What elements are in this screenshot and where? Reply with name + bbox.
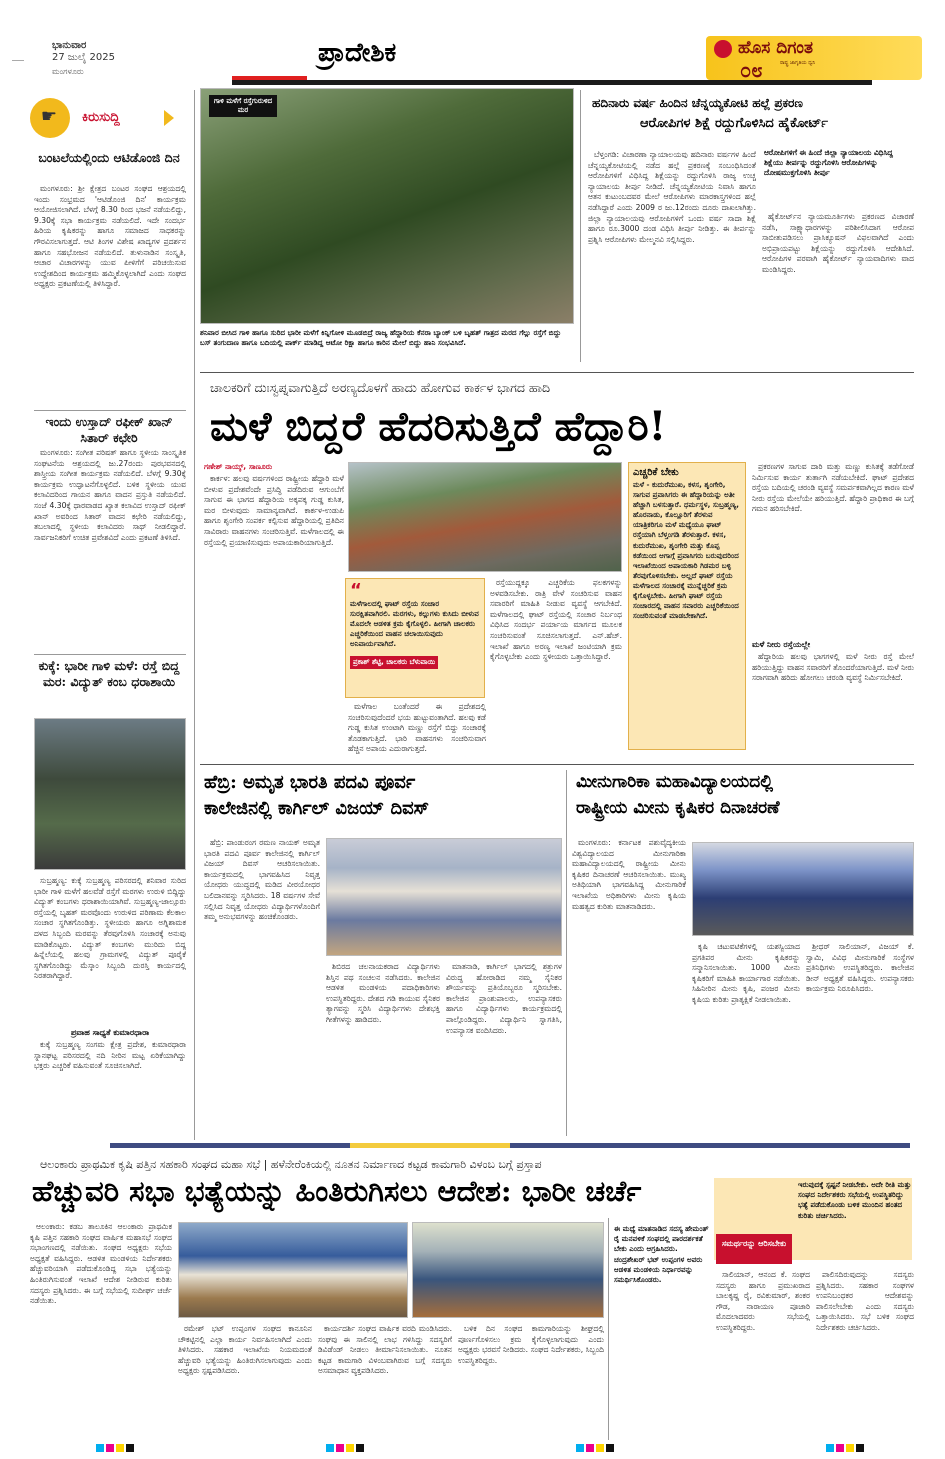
divider xyxy=(200,764,914,765)
court-headline-1: ಹದಿನಾರು ವರ್ಷ ಹಿಂದಿನ ಚೆನ್ನಯ್ಯಕೋಟಿ ಹಲ್ಲೆ ಪ್ರಕರಣ xyxy=(592,96,803,110)
pointing-hand-icon: ☛ xyxy=(40,106,58,127)
hebri-col3-body: ಮಾತನಾಡಿ, ಕಾರ್ಗಿಲ್ ಭಾಗದಲ್ಲಿ ಶತ್ರುಗಳ ವಿರುದ್ಧ ಹೋರಾಡಿದ ನಮ್ಮ ಸೈನಿಕರ ಶೌರ್ಯವನ್ನು ಪ್ರತಿಯೊಬ್ಬರೂ ಸ್ಮರಿಸಬೇಕು. ಕಾಲೇಜಿನ ಪ್ರಾಂಶುಪಾಲರು, ಉಪನ್ಯಾಸಕರು ಹಾಗೂ ವಿದ್ಯಾರ್ಥಿಗಳು ಕಾರ್ಯಕ್ರಮದಲ್ಲಿ ಪಾಲ್ಗೊಂಡಿದ್ದರು. ವಿದ್ಯಾರ್ಥಿನಿ ಸ್ವಾಗತಿಸಿ, ಉಪನ್ಯಾಸಕ ವಂದಿಸಿದರು. xyxy=(446,962,562,1035)
fish-headline-1: ಮೀನುಗಾರಿಕಾ ಮಹಾವಿದ್ಯಾಲಯದಲ್ಲಿ xyxy=(576,772,774,792)
divider xyxy=(34,654,186,655)
quote-text: ಮಳೆಗಾಲದಲ್ಲಿ ಘಾಟ್ ರಸ್ತೆಯ ಸಂಚಾರ ಸುರಕ್ಷಿತವಾಗಿರಲಿ. ಮರಗಳು, ಕಲ್ಲುಗಳು ಕುಸಿದು ಬೀಳುವ ಮೊದಲೇ ಆಡಳಿತ ಕ್ರಮ ಕೈಗೊಳ್ಳಲಿ. ಹೀಗಾಗಿ ಚಾಲಕರು ಎಚ್ಚರಿಕೆಯಿಂದ ವಾಹನ ಚಲಾಯಿಸುವುದು ಅನಿವಾರ್ಯವಾಗಿದೆ. xyxy=(350,599,479,648)
bottom-col3 xyxy=(318,1324,452,1440)
fish-col2-body: ಕೃಷಿ ಚಟುವಟಿಕೆಗಳಲ್ಲಿ ಯಶಸ್ವಿಯಾದ ಪ್ರಗತಿಪರ ಮೀನು ಕೃಷಿಕರನ್ನು ಸನ್ಮಾನಿಸಲಾಯಿತು. 1000 ಮೀನು ಕೃಷಿಕರಿಗೆ ಮಾಹಿತಿ ಕಾರ್ಯಾಗಾರ ನಡೆಯಿತು. ಸಿಹಿನೀರಿನ ಮೀನು ಕೃಷಿ, ಪಂಜರ ಮೀನು ಕೃಷಿಯ ಕುರಿತು ಪ್ರಾತ್ಯಕ್ಷಿಕೆ ನೀಡಲಾಯಿತು. xyxy=(692,942,800,1004)
arrow-icon xyxy=(164,110,174,126)
hebri-col3 xyxy=(446,962,562,1134)
alert-title: ಎಚ್ಚರಿಕೆ ಬೇಕು xyxy=(633,467,679,478)
bottom-col1 xyxy=(30,1222,172,1440)
brief3-subhead: ಪ್ರವಾಹ ಸಾಧ್ಯತೆ ಕುಮಾರಧಾರಾ xyxy=(70,1028,150,1037)
hebri-photo xyxy=(326,838,562,956)
fish-col2 xyxy=(692,942,800,1134)
fish-col3 xyxy=(806,942,914,1134)
date-label: 27 ಜುಲೈ 2025 xyxy=(52,52,115,63)
main-col1-body: ಕಾರ್ಕಳ: ಹಲವು ವರ್ಷಗಳಿಂದ ರಾಷ್ಟ್ರೀಯ ಹೆದ್ದಾರಿ ಮಳೆ ಬೀಳುವ ಪ್ರದೇಶವೆಂದೇ ಪ್ರಸಿದ್ಧಿ ಪಡೆದಿರುವ ಆಗುಂಬೆಗೆ ಸಾಗುವ ಈ ಭಾಗದ ಹೆದ್ದಾರಿಯ ಅಕ್ಕಪಕ್ಕ ಗುಡ್ಡ ಕುಸಿತ, ಮರ ಬೀಳುವುದು ಸಾಮಾನ್ಯವಾಗಿದೆ. ಕಾರ್ಕಳ-ಉಡುಪಿ ಹಾಗೂ ಶೃಂಗೇರಿ ಸಂಪರ್ಕ ಕಲ್ಪಿಸುವ ಹೆದ್ದಾರಿಯಲ್ಲಿ ಪ್ರತಿದಿನ ಸಾವಿರಾರು ವಾಹನಗಳು ಸಂಚರಿಸುತ್ತಿವೆ. ಮಳೆಗಾಲದಲ್ಲಿ ಈ ರಸ್ತೆಯಲ್ಲಿ ಪ್ರಯಾಣಿಸುವುದು ಅಪಾಯಕಾರಿಯಾಗುತ್ತಿದೆ. xyxy=(204,474,344,547)
alert-box xyxy=(628,462,746,750)
brief3-headline: ಕುಕ್ಕೆ: ಭಾರೀ ಗಾಳಿ ಮಳೆ: ರಸ್ತೆ ಬಿದ್ದ ಮರ: ವಿದ್ಯುತ್ ಕಂಬ ಧರಾಶಾಯಿ xyxy=(38,658,180,689)
brief1-text xyxy=(34,184,186,404)
yellow-mark xyxy=(346,1444,354,1452)
main-col4b-body: ಹೆದ್ದಾರಿಯ ಹಲವು ಭಾಗಗಳಲ್ಲಿ ಮಳೆ ನೀರು ರಸ್ತೆ ಮೇಲೆ ಹರಿಯುತ್ತಿದ್ದು ವಾಹನ ಸವಾರರಿಗೆ ತೊಂದರೆಯಾಗುತ್ತಿದೆ. ಮಳೆ ನೀರು ಸರಾಗವಾಗಿ ಹರಿದು ಹೋಗಲು ಚರಂಡಿ ವ್ಯವಸ್ಥೆ ನಿರ್ಮಿಸಬೇಕಿದೆ. xyxy=(752,652,914,683)
black-mark xyxy=(606,1444,614,1452)
samarthar-tag: ಸಮರ್ಥರನ್ನು ಆರಿಸಬೇಕು xyxy=(716,1234,792,1264)
main-subhead2: ಮಳೆ ನೀರು ರಸ್ತೆಯಲ್ಲೇ xyxy=(752,640,811,649)
bottom-col5-body: ಸಾಲಿಯಾನ್, ಆನಂದ ಕೆ. ಸಂಘದ ಸದಸ್ಯರು ಹಾಗೂ ಪ್ರಮುಖರಾದ ಬಾಲಕೃಷ್ಣ ರೈ, ರವಿಕುಮಾರ್, ಶಂಕರ ಗೌಡ, ನಾರಾಯಣ ಪೂಜಾರಿ ಮೊದಲಾದವರು ಸಭೆಯಲ್ಲಿ ಉಪಸ್ಥಿತರಿದ್ದರು. xyxy=(716,1270,810,1332)
bottom-col4 xyxy=(458,1324,604,1440)
fish-col3-body: ಶ್ರೀಧರ್ ಸಾಲಿಯಾನ್, ವಿಜಯ್ ಕೆ. ಸ್ವಾಮಿ, ವಿವಿಧ ಮೀನುಗಾರಿಕೆ ಸಂಸ್ಥೆಗಳ ಪ್ರತಿನಿಧಿಗಳು ಉಪಸ್ಥಿತರಿದ್ದರು. ಕಾಲೇಜಿನ ಡೀನ್ ಅಧ್ಯಕ್ಷತೆ ವಹಿಸಿದ್ದರು. ಉಪನ್ಯಾಸಕರು ಕಾರ್ಯಕ್ರಮ ನಿರೂಪಿಸಿದರು. xyxy=(806,942,914,994)
kukke-photo xyxy=(34,718,186,870)
court-col1 xyxy=(588,150,756,362)
place-label: ಮಂಗಳೂರು xyxy=(52,67,84,76)
divider xyxy=(34,410,186,411)
photo-tag: ಗಾಳಿ ಮಳೆಗೆ ರಸ್ತೆಗುರುಳಿದ ಮರ xyxy=(209,95,277,117)
registration-marks xyxy=(0,1442,945,1454)
quote-box xyxy=(345,578,485,698)
fallen-tree-photo xyxy=(200,88,574,324)
black-mark xyxy=(856,1444,864,1452)
brief1-body: ಮಂಗಳೂರು: ಶ್ರೀ ಕ್ಷೇತ್ರದ ಬಂಟರ ಸಂಘದ ಆಶ್ರಯದಲ್ಲಿ ಇಂದು ಸಂಭ್ರಮದ 'ಆಟಿಡೊಂಜಿ ದಿನ' ಕಾರ್ಯಕ್ರಮ ಆಯೋಜಿಸಲಾಗಿದೆ. ಬೆಳಗ್ಗೆ 8.30 ರಿಂದ ಭಜನೆ ನಡೆಯಲಿದ್ದು, 9.30ಕ್ಕೆ ಸಭಾ ಕಾರ್ಯಕ್ರಮ ನಡೆಯಲಿದೆ. ಇದೇ ಸಂದರ್ಭ ಹಿರಿಯ ಕೃಷಿಕರನ್ನು ಹಾಗೂ ಸಮಾಜದ ಸಾಧಕರನ್ನು ಗೌರವಿಸಲಾಗುತ್ತದೆ. ಆಟಿ ತಿಂಗಳ ವಿಶೇಷ ಖಾದ್ಯಗಳ ಪ್ರದರ್ಶನ ಹಾಗೂ ಸಹಭೋಜನ ನಡೆಯಲಿದೆ. ತುಳುನಾಡಿನ ಸಂಸ್ಕೃತಿ, ಆಚಾರ ವಿಚಾರಗಳನ್ನು ಯುವ ಪೀಳಿಗೆಗೆ ಪರಿಚಯಿಸುವ ಉದ್ದೇಶದಿಂದ ಕಾರ್ಯಕ್ರಮ ಹಮ್ಮಿಕೊಳ್ಳಲಾಗಿದೆ ಎಂದು ಸಂಘದ ಅಧ್ಯಕ್ಷರು ಪ್ರಕಟಣೆಯಲ್ಲಿ ತಿಳಿಸಿದ್ದಾರೆ. xyxy=(34,184,186,289)
yellow-mark xyxy=(116,1444,124,1452)
divider xyxy=(200,372,914,373)
court-col2-body: ಹೈಕೋರ್ಟ್‌ನ ನ್ಯಾಯಮೂರ್ತಿಗಳು ಪ್ರಕರಣದ ವಿಚಾರಣೆ ನಡೆಸಿ, ಸಾಕ್ಷ್ಯಾಧಾರಗಳನ್ನು ಪರಿಶೀಲಿಸಿದಾಗ ಆರೋಪ ಸಾಬೀತುಪಡಿಸಲು ಪ್ರಾಸಿಕ್ಯೂಷನ್ ವಿಫಲವಾಗಿದೆ ಎಂದು ಅಭಿಪ್ರಾಯಪಟ್ಟು ಶಿಕ್ಷೆಯನ್ನು ರದ್ದುಗೊಳಿಸಿ ಆದೇಶಿಸಿದೆ. ಆರೋಪಿಗಳ ಪರವಾಗಿ ಹೈಕೋರ್ಟ್ ನ್ಯಾಯವಾದಿಗಳು ವಾದ ಮಂಡಿಸಿದ್ದರು. xyxy=(762,212,914,274)
column-rule xyxy=(194,90,195,1140)
black-mark xyxy=(126,1444,134,1452)
magenta-mark xyxy=(836,1444,844,1452)
bottom-box2: ಇರುವುದಕ್ಕೆ ಸ್ಪಷ್ಟನೆ ನೀಡಬೇಕು. ಅದೇ ರೀತಿ ಮತ್ತು ಸಂಘದ ನಿರ್ದೇಶಕರು ಸಭೆಯಲ್ಲಿ ಉಪಸ್ಥಿತರಿದ್ದು ಭತ್ಯೆ ಪಡೆದುಕೊಂಡು ಬಳಿಕ ಮುಂದಿನ ಹಂತದ ಕುರಿತು ಚರ್ಚಿಸಿದರು. xyxy=(798,1180,912,1220)
hebri-col1-body: ಹೆಬ್ರಿ: ಪಾಂಡುರಂಗ ರಮಣ ನಾಯಕ್ ಅಮೃತ ಭಾರತಿ ಪದವಿ ಪೂರ್ವ ಕಾಲೇಜಿನಲ್ಲಿ ಕಾರ್ಗಿಲ್ ವಿಜಯ್ ದಿವಸ್ ಆಚರಿಸಲಾಯಿತು. ಕಾರ್ಯಕ್ರಮದಲ್ಲಿ ಭಾಗವಹಿಸಿದ ನಿವೃತ್ತ ಯೋಧರು ಯುದ್ಧದಲ್ಲಿ ಮಡಿದ ವೀರಯೋಧರ ಬಲಿದಾನವನ್ನು ಸ್ಮರಿಸಿದರು. 18 ವರ್ಷಗಳ ಸೇವೆ ಸಲ್ಲಿಸಿದ ನಿವೃತ್ತ ಯೋಧರು ವಿದ್ಯಾರ್ಥಿಗಳೊಂದಿಗೆ ತಮ್ಮ ಅನುಭವಗಳನ್ನು ಹಂಚಿಕೊಂಡರು. xyxy=(204,838,320,922)
day-label: ಭಾನುವಾರ xyxy=(52,40,87,51)
brand-name: ಹೊಸ ದಿಗಂತ xyxy=(738,38,813,58)
fisheries-photo xyxy=(692,842,914,936)
cyan-mark xyxy=(576,1444,584,1452)
bottom-col1-body: ಆಲಂಕಾರು: ಕಡಬ ತಾಲೂಕಿನ ಆಲಂಕಾರು ಪ್ರಾಥಮಿಕ ಕೃಷಿ ಪತ್ತಿನ ಸಹಕಾರಿ ಸಂಘದ ವಾರ್ಷಿಕ ಮಹಾಸಭೆ ಸಂಘದ ಸಭಾಂಗಣದಲ್ಲಿ ನಡೆಯಿತು. ಸಂಘದ ಅಧ್ಯಕ್ಷರು ಸಭೆಯ ಅಧ್ಯಕ್ಷತೆ ವಹಿಸಿದ್ದರು. ಆಡಳಿತ ಮಂಡಳಿಯ ನಿರ್ದೇಶಕರು ಹೆಚ್ಚುವರಿಯಾಗಿ ಪಡೆದುಕೊಂಡಿದ್ದ ಸಭಾ ಭತ್ಯೆಯನ್ನು ಹಿಂತಿರುಗಿಸುವಂತೆ ಇಲಾಖೆ ಆದೇಶ ನೀಡಿರುವ ಕುರಿತು ಸದಸ್ಯರು ಪ್ರಶ್ನಿಸಿದರು. ಈ ಬಗ್ಗೆ ಸಭೆಯಲ್ಲಿ ಸುದೀರ್ಘ ಚರ್ಚೆ ನಡೆಯಿತು. xyxy=(30,1222,172,1306)
brief2-body: ಮಂಗಳೂರು: ಸಂಗೀತ ಪರಿಷತ್ ಹಾಗೂ ಸ್ಥಳೀಯ ಸಾಂಸ್ಕೃತಿಕ ಸಂಘಟನೆಯ ಆಶ್ರಯದಲ್ಲಿ ಜು.27ರಂದು ಪುರಭವನದಲ್ಲಿ ಶಾಸ್ತ್ರೀಯ ಸಂಗೀತ ಕಾರ್ಯಕ್ರಮ ನಡೆಯಲಿದೆ. ಬೆಳಗ್ಗೆ 9.30ಕ್ಕೆ ಕಾರ್ಯಕ್ರಮ ಉದ್ಘಾಟನೆಗೊಳ್ಳಲಿದೆ. ಬಳಿಕ ಸ್ಥಳೀಯ ಯುವ ಕಲಾವಿದರಿಂದ ಗಾಯನ ಹಾಗೂ ವಾದನ ಪ್ರಸ್ತುತಿ ನಡೆಯಲಿದೆ. ಸಂಜೆ 4.30ಕ್ಕೆ ಧಾರವಾಡದ ಖ್ಯಾತ ಕಲಾವಿದ ಉಸ್ತಾದ್ ರಫೀಕ್ ಖಾನ್ ಅವರಿಂದ ಸಿತಾರ್ ವಾದನ ಕಛೇರಿ ನಡೆಯಲಿದ್ದು, ತಬಲಾದಲ್ಲಿ ಸ್ಥಳೀಯ ಕಲಾವಿದರು ಸಾಥ್ ನೀಡಲಿದ್ದಾರೆ. ಸಾರ್ವಜನಿಕರಿಗೆ ಉಚಿತ ಪ್ರವೇಶವಿದೆ ಎಂದು ಪ್ರಕಟಣೆ ತಿಳಿಸಿದೆ. xyxy=(34,448,186,542)
main-col2-body: ಮಳೆಗಾಲ ಬಂತೆಂದರೆ ಈ ಪ್ರದೇಶದಲ್ಲಿ ಸಂಚರಿಸುವುದೆಂದರೆ ಭಯ ಹುಟ್ಟುವಂತಾಗಿದೆ. ಹಲವು ಕಡೆ ಗುಡ್ಡ ಕುಸಿತ ಉಂಟಾಗಿ ಮಣ್ಣು ರಸ್ತೆಗೆ ಬಿದ್ದು ಸಂಚಾರಕ್ಕೆ ತೊಡಕಾಗುತ್ತಿದೆ. ಭಾರಿ ವಾಹನಗಳು ಸಂಚರಿಸುವಾಗ ಹೆಚ್ಚಿನ ಅಪಾಯ ಎದುರಾಗುತ್ತದೆ. xyxy=(348,702,486,754)
cyan-mark xyxy=(96,1444,104,1452)
main-col2 xyxy=(348,702,486,758)
quote-mark-icon: “ xyxy=(350,580,362,601)
court-col1-body: ಬೆಳ್ತಂಗಡಿ: ವಿಚಾರಣಾ ನ್ಯಾಯಾಲಯವು ಹದಿನಾರು ವರ್ಷಗಳ ಹಿಂದೆ ಚೆನ್ನಯ್ಯಕೋಟಿಯಲ್ಲಿ ನಡೆದ ಹಲ್ಲೆ ಪ್ರಕರಣಕ್ಕೆ ಸಂಬಂಧಿಸಿದಂತೆ ಆರೋಪಿಗಳಿಗೆ ವಿಧಿಸಿದ್ದ ಶಿಕ್ಷೆಯನ್ನು ರದ್ದುಗೊಳಿಸಿ ರಾಜ್ಯ ಉಚ್ಚ ನ್ಯಾಯಾಲಯ ತೀರ್ಪು ನೀಡಿದೆ. ಚೆನ್ನಯ್ಯಕೋಟಿಯ ನಿವಾಸಿ ಹಾಗೂ ಆತನ ಕುಟುಂಬದವರ ಮೇಲೆ ಆರೋಪಿಗಳು ಮಾರಕಾಸ್ತ್ರಗಳಿಂದ ಹಲ್ಲೆ ನಡೆಸಿದ್ದಾರೆ ಎಂದು 2009 ರ ಜು.12ರಂದು ದೂರು ದಾಖಲಾಗಿತ್ತು. ಜಿಲ್ಲಾ ನ್ಯಾಯಾಲಯವು ಆರೋಪಿಗಳಿಗೆ ಒಂದು ವರ್ಷ ಸಾದಾ ಶಿಕ್ಷೆ ಹಾಗೂ ರೂ.3000 ದಂಡ ವಿಧಿಸಿ ತೀರ್ಪು ನೀಡಿತ್ತು. ಈ ತೀರ್ಪನ್ನು ಪ್ರಶ್ನಿಸಿ ಆರೋಪಿಗಳು ಮೇಲ್ಮನವಿ ಸಲ್ಲಿಸಿದ್ದರು. xyxy=(588,150,756,244)
main-col1 xyxy=(204,474,344,758)
fish-headline-2: ರಾಷ್ಟ್ರೀಯ ಮೀನು ಕೃಷಿಕರ ದಿನಾಚರಣೆ xyxy=(576,798,780,818)
date-block xyxy=(52,40,232,78)
highway-photo xyxy=(348,462,622,572)
main-col4b xyxy=(752,652,914,758)
column-rule xyxy=(566,770,567,1136)
hebri-col2 xyxy=(326,962,440,1134)
alert-text: ಮಳೆ - ಕುದುರೆಮುಖ, ಕಳಸ, ಶೃಂಗೇರಿ, ಸಾಗುವ ಪ್ರವಾಸಿಗರು ಈ ಹೆದ್ದಾರಿಯನ್ನು ಅತೀ ಹೆಚ್ಚಾಗಿ ಬಳಸುತ್ತಾರೆ. ಧರ್ಮಸ್ಥಳ, ಸುಬ್ರಹ್ಮಣ್ಯ, ಹೊರನಾಡು, ಕೊಲ್ಲೂರಿಗೆ ತೆರಳುವ ಯಾತ್ರಿಕರಿಗೂ ಮಳೆ ಮಧ್ಯೆಯೂ ಘಾಟ್ ರಸ್ತೆಯಾಗಿ ಬೆಳ್ತಂಗಡಿ ತೆರಳುತ್ತಾರೆ. ಕಳಸ, ಕುದುರೆಮುಖ, ಶೃಂಗೇರಿ ಮತ್ತು ಕೊಪ್ಪ ಕಡೆಯಿಂದ ಆಗಾಗ್ಗೆ ಪ್ರವಾಸಿಗರು ಬರುವುದರಿಂದ ಇಲಾಖೆಯಿಂದ ಅಪಾಯಕಾರಿ ಗಿಡಮರ ಬಳ್ಳಿ ತೆರವುಗೊಳಿಸಬೇಕು. ಅಲ್ಲದೆ ಘಾಟ್ ರಸ್ತೆಯ ಮಳೆಗಾಲದ ಸಂಚಾರಕ್ಕೆ ಮುನ್ನೆಚ್ಚರಿಕೆ ಕ್ರಮ ಕೈಗೊಳ್ಳಬೇಕು. ಹೀಗಾಗಿ ಘಾಟ್ ರಸ್ತೆಯ ಸಂಚಾರದಲ್ಲಿ ವಾಹನ ಸವಾರರು ಎಚ್ಚರಿಕೆಯಿಂದ ಸಂಚರಿಸುವಂತೆ ಮಾಡಬೇಕಾಗಿದೆ. xyxy=(633,480,739,621)
main-col4 xyxy=(752,462,914,636)
main-kicker: ಚಾಲಕರಿಗೆ ದುಃಸ್ವಪ್ನವಾಗುತ್ತಿದೆ ಅರಣ್ಯದೊಳಗೆ ಹಾದು ಹೋಗುವ ಕಾರ್ಕಳ ಭಾಗದ ಹಾದಿ xyxy=(210,380,551,395)
main-col3 xyxy=(490,578,622,758)
brief3-text xyxy=(34,876,186,1026)
magenta-mark xyxy=(106,1444,114,1452)
main-byline: ಗಣೇಶ್ ನಾಯ್ಕ್, ಸಾಣೂರು xyxy=(204,462,273,471)
main-col4-body: ಪ್ರಕರಣಗಳ ಸಾಗುವ ದಾರಿ ಮತ್ತು ಮಣ್ಣು ಕುಸಿತಕ್ಕೆ ತಡೆಗೋಡೆ ನಿರ್ಮಿಸುವ ಕಾರ್ಯ ತುರ್ತಾಗಿ ನಡೆಯಬೇಕಿದೆ. ಘಾಟ್ ಪ್ರದೇಶದ ರಸ್ತೆಯ ಬದಿಯಲ್ಲಿ ಚರಂಡಿ ವ್ಯವಸ್ಥೆ ಸಮರ್ಪಕವಾಗಿಲ್ಲದ ಕಾರಣ ಮಳೆ ನೀರು ರಸ್ತೆಯ ಮೇಲೆಯೇ ಹರಿಯುತ್ತಿದೆ. ಹೆದ್ದಾರಿ ಪ್ರಾಧಿಕಾರ ಈ ಬಗ್ಗೆ ಗಮನ ಹರಿಸಬೇಕಿದೆ. xyxy=(752,462,914,514)
hebri-col2-body: ಶಿಬಿರದ ಚಲನಾಯಕರಾದ ವಿದ್ಯಾರ್ಥಿಗಳು ಶಿಸ್ತಿನ ಪಥ ಸಂಚಲನ ನಡೆಸಿದರು. ಕಾಲೇಜಿನ ಆಡಳಿತ ಮಂಡಳಿಯ ಪದಾಧಿಕಾರಿಗಳು ಉಪಸ್ಥಿತರಿದ್ದರು. ದೇಶದ ಗಡಿ ಕಾಯುವ ಸೈನಿಕರ ತ್ಯಾಗವನ್ನು ಸ್ಮರಿಸಿ ವಿದ್ಯಾರ್ಥಿಗಳು ದೇಶಭಕ್ತಿ ಗೀತೆಗಳನ್ನು ಹಾಡಿದರು. xyxy=(326,962,440,1024)
section-band xyxy=(110,1143,910,1148)
brand-tagline: ರಾಷ್ಟ್ರ ಜಾಗೃತಿಯ ಧ್ವನಿ xyxy=(780,60,816,66)
bottom-col2 xyxy=(178,1324,312,1440)
brief2-headline: ಇಂದು ಉಸ್ತಾದ್ ರಫೀಕ್ ಖಾನ್ ಸಿತಾರ್ ಕಛೇರಿ xyxy=(45,414,173,445)
court-headline-2: ಆರೋಪಿಗಳ ಶಿಕ್ಷೆ ರದ್ದುಗೊಳಿಸಿದ ಹೈಕೋರ್ಟ್ xyxy=(640,116,828,131)
cyan-mark xyxy=(826,1444,834,1452)
hebri-col1 xyxy=(204,838,320,1134)
section-rule xyxy=(232,80,872,85)
cyan-mark xyxy=(326,1444,334,1452)
bottom-headline: ಹೆಚ್ಚುವರಿ ಸಭಾ ಭತ್ಯೆಯನ್ನು ಹಿಂತಿರುಗಿಸಲು ಆದೇಶ: ಭಾರೀ ಚರ್ಚೆ xyxy=(32,1174,642,1208)
hebri-headline-1: ಹೆಬ್ರಿ: ಅಮೃತ ಭಾರತಿ ಪದವಿ ಪೂರ್ವ xyxy=(204,772,416,793)
tree-caption: ಶನಿವಾರ ಬೀಸಿದ ಗಾಳಿ ಹಾಗೂ ಸುರಿದ ಭಾರೀ ಮಳೆಗೆ ಕಿನ್ನಿಗೋಳಿ ಮೂಡಬಿದ್ರೆ ರಾಜ್ಯ ಹೆದ್ದಾರಿಯ ಕೆನರಾ ಬ್ಯಾಂಕ್ ಬಳಿ ಬೃಹತ್ ಗಾತ್ರದ ಮರದ ಗೆಲ್ಲು ರಸ್ತೆಗೆ ಬಿದ್ದು ಬಸ್ ತಂಗುದಾಣ ಹಾಗೂ ಬದಿಯಲ್ಲಿ ಪಾರ್ಕ್ ಮಾಡಿದ್ದ ಆಟೋ ರಿಕ್ಷಾ ಹಾಗೂ ಕಾರಿನ ಮೇಲೆ ಬಿದ್ದು ಹಾನಿ ಸಂಭವಿಸಿದೆ. xyxy=(200,328,562,347)
bottom-col2-body: ರಮೇಶ್ ಭಟ್ ಉಪ್ಪಂಗಳ ಸಂಘದ ಕಾನೂನಿನ ಚೌಕಟ್ಟಿನಲ್ಲಿ ಎಲ್ಲಾ ಕಾರ್ಯ ನಿರ್ವಹಿಸಲಾಗಿದೆ ಎಂದು ತಿಳಿಸಿದರು. ಸಹಕಾರ ಇಲಾಖೆಯ ನಿಯಮದಂತೆ ಹೆಚ್ಚುವರಿ ಭತ್ಯೆಯನ್ನು ಹಿಂತಿರುಗಿಸಲಾಗುವುದು ಎಂದು ಅಧ್ಯಕ್ಷರು ಸ್ಪಷ್ಟಪಡಿಸಿದರು. xyxy=(178,1324,312,1376)
meeting-photo-1 xyxy=(178,1222,408,1318)
fish-col1-body: ಮಂಗಳೂರು: ಕರ್ನಾಟಕ ಪಶುವೈದ್ಯಕೀಯ ವಿಶ್ವವಿದ್ಯಾಲಯದ ಮೀನುಗಾರಿಕಾ ಮಹಾವಿದ್ಯಾಲಯದಲ್ಲಿ ರಾಷ್ಟ್ರೀಯ ಮೀನು ಕೃಷಿಕರ ದಿನಾಚರಣೆ ಆಚರಿಸಲಾಯಿತು. ಮುಖ್ಯ ಅತಿಥಿಯಾಗಿ ಭಾಗವಹಿಸಿದ್ದ ಮೀನುಗಾರಿಕೆ ಇಲಾಖೆಯ ಅಧಿಕಾರಿಗಳು ಮೀನು ಕೃಷಿಯ ಮಹತ್ವದ ಕುರಿತು ಮಾತನಾಡಿದರು. xyxy=(572,838,686,911)
bottom-box1: ಈ ಮಧ್ಯೆ ಮಾತನಾಡಿದ ಸದಸ್ಯ ಹೇಮಂತ್ ರೈ ಮನವಳಿಕೆ ಸಂಘದಲ್ಲಿ ಪಾರದರ್ಶಕತೆ ಬೇಕು ಎಂದು ಆಗ್ರಹಿಸಿದರು. ಚಂದ್ರಶೇಖರ್ ಭಟ್ ಉಪ್ಪಂಗಳ ಅವರು ಆಡಳಿತ ಮಂಡಳಿಯ ನಿರ್ಧಾರವನ್ನು ಸಮರ್ಥಿಸಿಕೊಂಡರು. xyxy=(614,1224,709,1285)
brief3-text2 xyxy=(34,1040,186,1136)
column-rule xyxy=(580,90,581,362)
hebri-headline-2: ಕಾಲೇಜಿನಲ್ಲಿ ಕಾರ್ಗಿಲ್ ವಿಜಯ್ ದಿವಸ್ xyxy=(204,798,430,819)
bottom-kicker: ಆಲಂಕಾರು ಪ್ರಾಥಮಿಕ ಕೃಷಿ ಪತ್ತಿನ ಸಹಕಾರಿ ಸಂಘದ ಮಹಾ ಸಭೆ | ಹಳೆನೇರೆಂಕಿಯಲ್ಲಿ ನೂತನ ನಿರ್ಮಾಣದ ಕಟ್ಟಡ ಕಾಮಗಾರಿ ವಿಳಂಬ ಬಗ್ಗೆ ಪ್ರಸ್ತಾಪ xyxy=(40,1158,542,1171)
quote-attribution: ಪ್ರಕಾಶ್ ಶೆಟ್ಟಿ, ಚಾಲಕರು ಬೆಳುವಾಯಿ xyxy=(350,656,438,669)
brief1-headline: ಬಂಟಲೆಯಲ್ಲಿಂದು ಆಟಿಡೊಂಜಿ ದಿನ xyxy=(38,150,180,165)
brand-logo-icon xyxy=(714,40,732,58)
brief2-text xyxy=(34,448,186,648)
bottom-col6 xyxy=(816,1270,914,1440)
yellow-mark xyxy=(846,1444,854,1452)
main-col3-body: ರಸ್ತೆಯುದ್ದಕ್ಕೂ ಎಚ್ಚರಿಕೆಯ ಫಲಕಗಳನ್ನು ಅಳವಡಿಸಬೇಕು. ರಾತ್ರಿ ವೇಳೆ ಸಂಚರಿಸುವ ವಾಹನ ಸವಾರರಿಗೆ ಮಾಹಿತಿ ನೀಡುವ ವ್ಯವಸ್ಥೆ ಆಗಬೇಕಿದೆ. ಮಳೆಗಾಲದಲ್ಲಿ ಘಾಟ್ ರಸ್ತೆಯಲ್ಲಿ ಸಂಚಾರ ನಿರ್ಬಂಧ ವಿಧಿಸಿದ ಸಂದರ್ಭ ಪರ್ಯಾಯ ಮಾರ್ಗದ ಮೂಲಕ ಸಂಚರಿಸುವಂತೆ ಸೂಚಿಸಲಾಗುತ್ತದೆ. ಎನ್.ಹೆಚ್. ಇಲಾಖೆ ಹಾಗೂ ಅರಣ್ಯ ಇಲಾಖೆ ಜಂಟಿಯಾಗಿ ಕ್ರಮ ಕೈಗೊಳ್ಳಬೇಕು ಎಂದು ಸ್ಥಳೀಯರು ಒತ್ತಾಯಿಸಿದ್ದಾರೆ. xyxy=(490,578,622,662)
main-headline: ಮಳೆ ಬಿದ್ದರೆ ಹೆದರಿಸುತ್ತಿದೆ ಹೆದ್ದಾರಿ! xyxy=(210,403,667,450)
brief3-body2: ಕುಕ್ಕೆ ಸುಬ್ರಹ್ಮಣ್ಯ ಸಂಗಮ ಕ್ಷೇತ್ರ ಪ್ರದೇಶ, ಕುಮಾರಧಾರಾ ಸ್ನಾನಘಟ್ಟ ಪರಿಸರದಲ್ಲಿ ನದಿ ನೀರಿನ ಮಟ್ಟ ಏರಿಕೆಯಾಗಿದ್ದು ಭಕ್ತರು ಎಚ್ಚರಿಕೆ ವಹಿಸುವಂತೆ ಸೂಚಿಸಲಾಗಿದೆ. xyxy=(34,1040,186,1071)
court-inset: ಆರೋಪಿಗಳಿಗೆ ಈ ಹಿಂದೆ ಜಿಲ್ಲಾ ನ್ಯಾಯಾಲಯ ವಿಧಿಸಿದ್ದ ಶಿಕ್ಷೆಯು ತೀರ್ಪನ್ನು ರದ್ದುಗೊಳಿಸಿ ಆರೋಪಿಗಳನ್ನು ದೋಷಮುಕ್ತಗೊಳಿಸಿ ತೀರ್ಪು xyxy=(764,148,893,177)
bottom-col5 xyxy=(716,1270,810,1440)
column-rule xyxy=(608,1218,609,1440)
fish-col1 xyxy=(572,838,686,1134)
crop-mark xyxy=(12,60,24,61)
court-col2 xyxy=(762,212,914,362)
section-title: ಪ್ರಾದೇಶಿಕ xyxy=(318,38,397,68)
bottom-col3-body: ಕಾರ್ಯದರ್ಶಿ ಸಂಘದ ವಾರ್ಷಿಕ ವರದಿ ಮಂಡಿಸಿದರು. ಸಂಘವು ಈ ಸಾಲಿನಲ್ಲಿ ಲಾಭ ಗಳಿಸಿದ್ದು ಸದಸ್ಯರಿಗೆ ಡಿವಿಡೆಂಡ್ ನೀಡಲು ತೀರ್ಮಾನಿಸಲಾಯಿತು. ನೂತನ ಕಟ್ಟಡ ಕಾಮಗಾರಿ ವಿಳಂಬವಾಗಿರುವ ಬಗ್ಗೆ ಸದಸ್ಯರು ಅಸಮಾಧಾನ ವ್ಯಕ್ತಪಡಿಸಿದರು. xyxy=(318,1324,452,1376)
black-mark xyxy=(356,1444,364,1452)
magenta-mark xyxy=(586,1444,594,1452)
brief3-body: ಸುಬ್ರಹ್ಮಣ್ಯ: ಕುಕ್ಕೆ ಸುಬ್ರಹ್ಮಣ್ಯ ಪರಿಸರದಲ್ಲಿ ಶನಿವಾರ ಸುರಿದ ಭಾರೀ ಗಾಳಿ ಮಳೆಗೆ ಹಲವೆಡೆ ರಸ್ತೆಗೆ ಮರಗಳು ಉರುಳಿ ಬಿದ್ದಿದ್ದು ವಿದ್ಯುತ್ ಕಂಬಗಳು ಧರಾಶಾಯಿಯಾಗಿವೆ. ಸುಬ್ರಹ್ಮಣ್ಯ-ಜಾಲ್ಸೂರು ರಸ್ತೆಯಲ್ಲಿ ಬೃಹತ್ ಮರವೊಂದು ಉರುಳಿದ ಪರಿಣಾಮ ಕೆಲಕಾಲ ಸಂಚಾರ ಸ್ಥಗಿತಗೊಂಡಿತ್ತು. ಸ್ಥಳೀಯರು ಹಾಗೂ ಅಗ್ನಿಶಾಮಕ ದಳದ ಸಿಬ್ಬಂದಿ ಮರವನ್ನು ತೆರವುಗೊಳಿಸಿ ಸಂಚಾರಕ್ಕೆ ಅನುವು ಮಾಡಿಕೊಟ್ಟರು. ವಿದ್ಯುತ್ ಕಂಬಗಳು ಮುರಿದು ಬಿದ್ದ ಹಿನ್ನೆಲೆಯಲ್ಲಿ ಹಲವು ಗ್ರಾಮಗಳಲ್ಲಿ ವಿದ್ಯುತ್ ಪೂರೈಕೆ ಸ್ಥಗಿತಗೊಂಡಿದ್ದು ಮೆಸ್ಕಾಂ ಸಿಬ್ಬಂದಿ ದುರಸ್ತಿ ಕಾರ್ಯದಲ್ಲಿ ನಿರತರಾಗಿದ್ದಾರೆ. xyxy=(34,876,186,981)
page-number: ೦೮ xyxy=(740,58,763,82)
bottom-col4-body: ಬಳಿಕ ದಿನ ಸಂಘದ ಕಾಮಗಾರಿಯನ್ನು ಶೀಘ್ರದಲ್ಲಿ ಪೂರ್ಣಗೊಳಿಸಲು ಕ್ರಮ ಕೈಗೊಳ್ಳಲಾಗುವುದು ಎಂದು ಅಧ್ಯಕ್ಷರು ಭರವಸೆ ನೀಡಿದರು. ಸಂಘದ ನಿರ್ದೇಶಕರು, ಸಿಬ್ಬಂದಿ ಉಪಸ್ಥಿತರಿದ್ದರು. xyxy=(458,1324,604,1365)
yellow-mark xyxy=(596,1444,604,1452)
magenta-mark xyxy=(336,1444,344,1452)
kiru-suddi-label: ಕಿರುಸುದ್ದಿ xyxy=(82,110,120,125)
bottom-col6-body: ಪಾಲಿಸದಿರುವುದನ್ನು ಸದಸ್ಯರು ಪ್ರಶ್ನಿಸಿದರು. ಸಹಕಾರ ಸಂಘಗಳ ಉಪನಿಬಂಧಕರ ಆದೇಶವನ್ನು ಪಾಲಿಸಲೇಬೇಕು ಎಂದು ಸದಸ್ಯರು ಒತ್ತಾಯಿಸಿದರು. ಸಭೆ ಬಳಿಕ ಸಂಘದ ನಿರ್ದೇಶಕರು ಚರ್ಚಿಸಿದರು. xyxy=(816,1270,914,1332)
meeting-photo-2 xyxy=(412,1222,604,1318)
